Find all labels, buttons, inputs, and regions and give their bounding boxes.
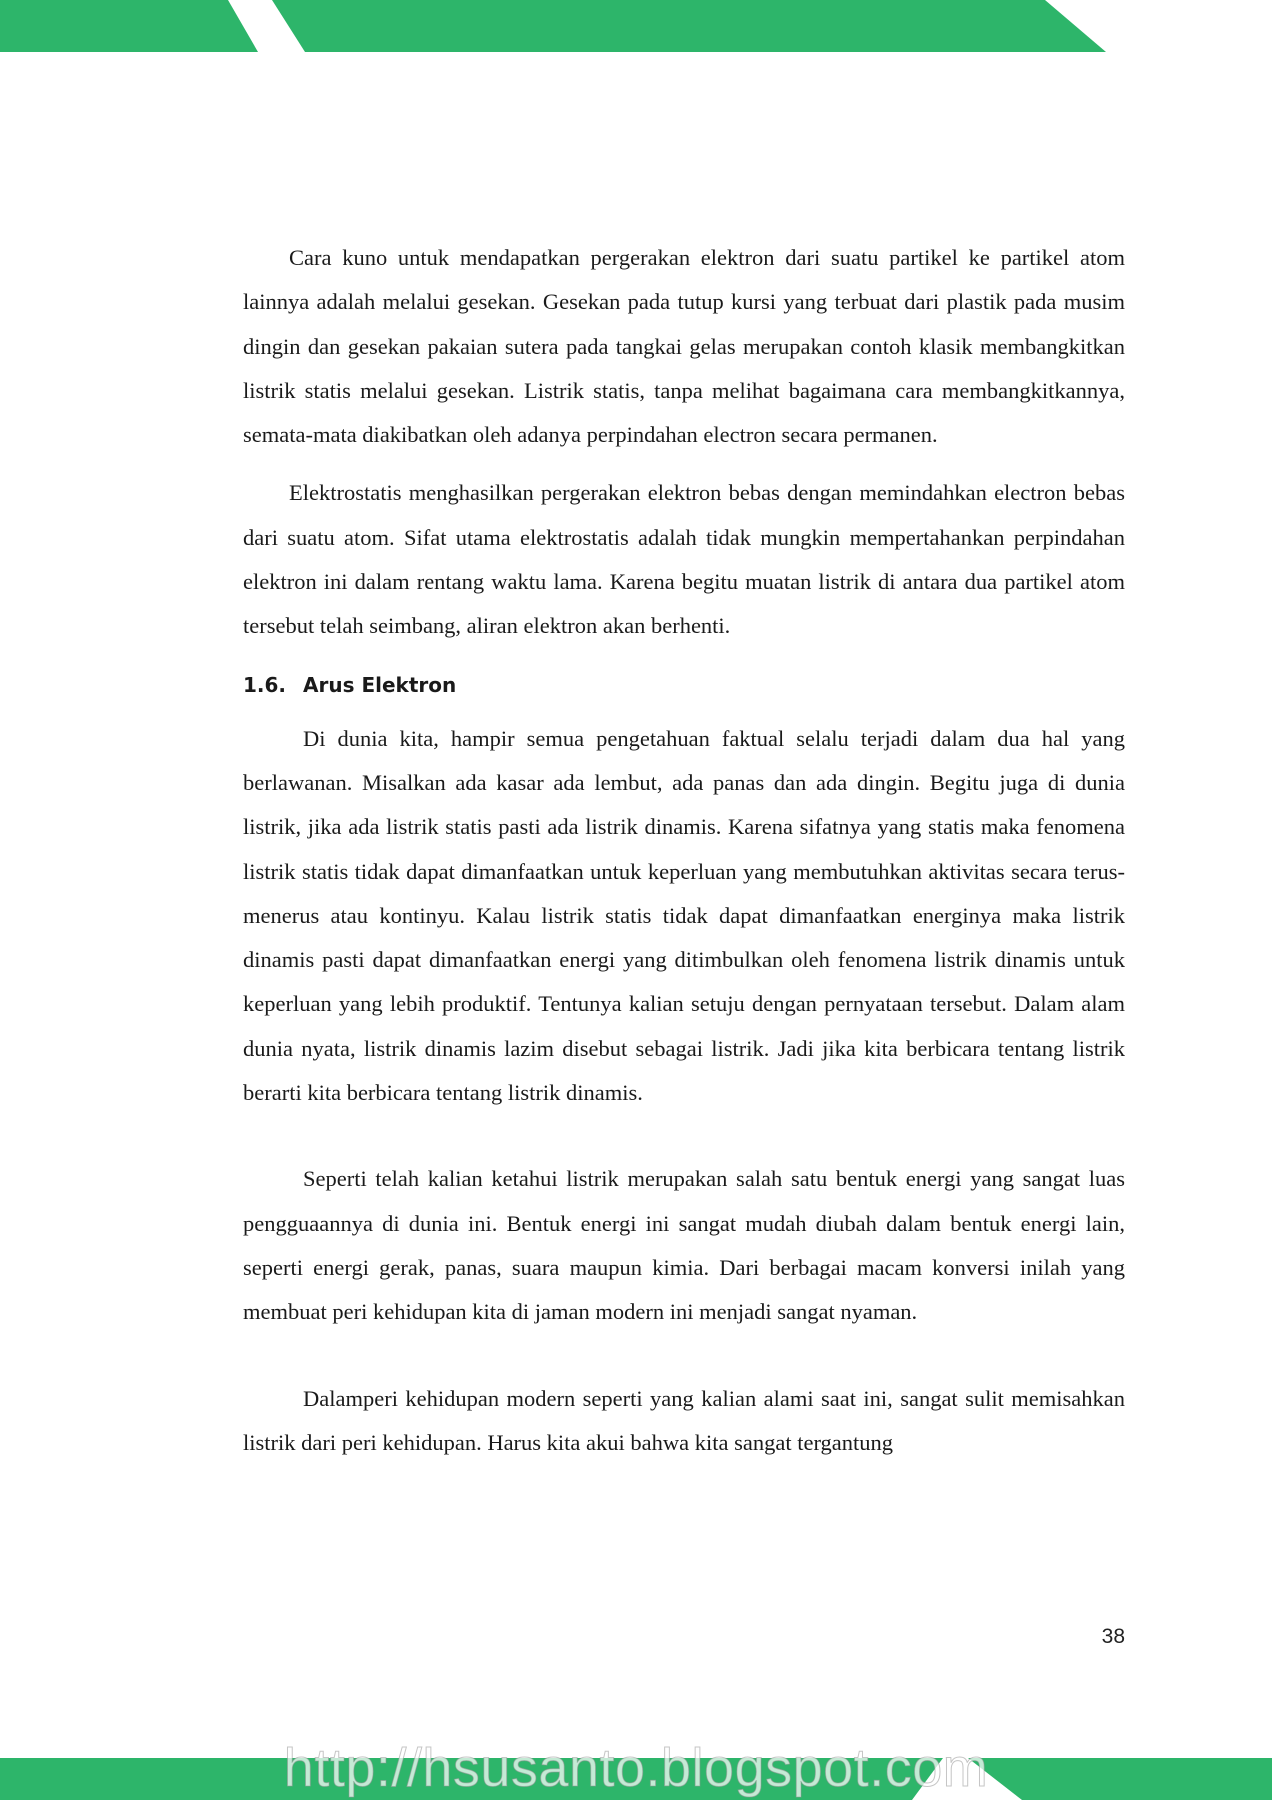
section-heading	[243, 663, 1125, 707]
header-green-stripe-left	[0, 0, 258, 52]
header-decoration	[0, 0, 1272, 60]
paragraph-konversi-energi: Seperti telah kalian ketahui listrik merupakan salah satu bentuk energi yang sangat luas pengguaannya di dunia ini. Bentuk energi ini sangat mudah diubah dalam bentuk energi lain, seperti energi gerak, panas, suara maupun kimia. Dari berbagai macam konversi inilah yang membuat peri kehidupan kita di jaman modern ini menjadi sangat nyaman.	[243, 1166, 1125, 1325]
paragraph-listrik-dinamis: Di dunia kita, hampir semua pengetahuan faktual selalu terjadi dalam dua hal yang berlawanan. Misalkan ada kasar ada lembut, ada panas dan ada dingin. Begitu juga di dunia listrik, jika ada listrik statis pasti ada listrik dinamis. Karena sifatnya yang statis maka fenomena listrik statis tidak dapat dimanfaatkan untuk keperluan yang membutuhkan aktivitas secara terus-menerus atau kontinyu. Kalau listrik statis tidak dapat dimanfaatkan energinya maka listrik dinamis pasti dapat dimanfaatkan energi yang ditimbulkan oleh fenomena listrik dinamis untuk keperluan yang lebih produktif. Tentunya kalian setuju dengan pernyataan tersebut. Dalam alam dunia nyata, listrik dinamis lazim disebut sebagai listrik. Jadi jika kita berbicara tentang listrik berarti kita berbicara tentang listrik dinamis.	[243, 725, 1125, 1106]
paragraph-elektrostatis: Elektrostatis menghasilkan pergerakan elektron bebas dengan memindahkan electron bebas dari suatu atom. Sifat utama elektrostatis adalah tidak mungkin mempertahankan perpindahan elektron ini dalam rentang waktu lama. Karena begitu muatan listrik di antara dua partikel atom tersebut telah seimbang, aliran elektron akan berhenti.	[243, 480, 1125, 639]
header-green-stripe-right	[272, 0, 1106, 52]
paragraph-kehidupan-modern: Dalamperi kehidupan modern seperti yang kalian alami saat ini, sangat sulit memisahkan listrik dari peri kehidupan. Harus kita akui bahwa kita sangat tergantung	[243, 1385, 1125, 1455]
paragraph-gesekan: Cara kuno untuk mendapatkan pergerakan elektron dari suatu partikel ke partikel atom lainnya adalah melalui gesekan. Gesekan pada tutup kursi yang terbuat dari plastik pada musim dingin dan gesekan pakaian sutera pada tangkai gelas merupakan contoh klasik membangkitkan listrik statis melalui gesekan. Listrik statis, tanpa melihat bagaimana cara membangkitkannya, semata-mata diakibatkan oleh adanya perpindahan electron secara permanen.	[243, 245, 1125, 448]
section-number: 1.6.	[243, 672, 287, 697]
watermark-url: http://hsusanto.blogspot.com	[283, 1738, 989, 1798]
section-title: Arus Elektron	[303, 672, 457, 697]
document-body	[243, 236, 1125, 1465]
page-number: 38	[1101, 1625, 1125, 1648]
